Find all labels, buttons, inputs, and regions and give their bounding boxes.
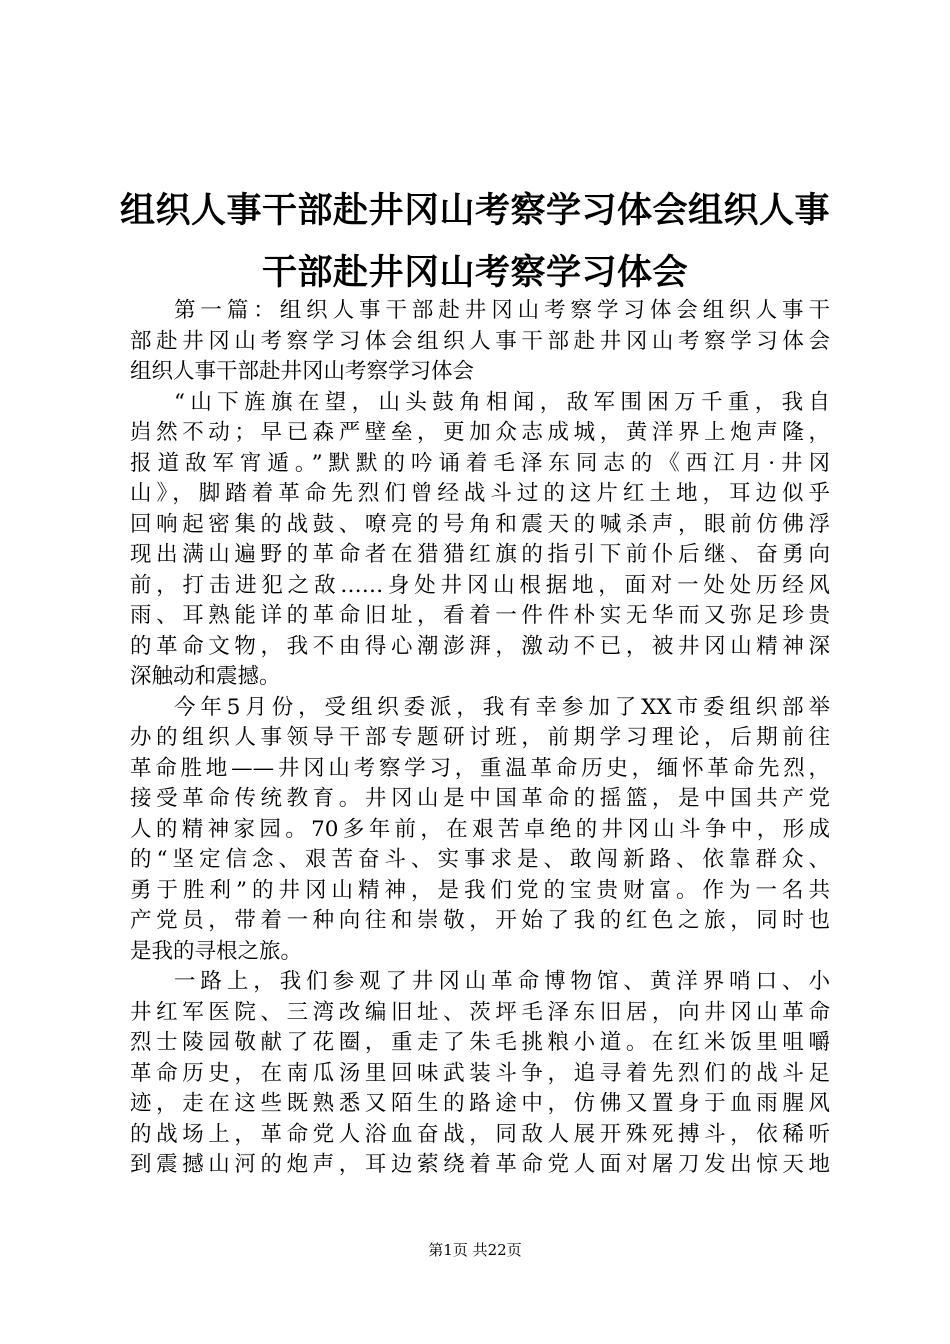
paragraph-1 [130,296,830,388]
text-line: 今年5月份，受组织委派，我有幸参加了XX市委组织部举 [174,694,830,720]
text-line: 办的组织人事领导干部专题研讨班，前期学习理论，后期前往 [130,725,830,750]
text-line: 勇于胜利”的井冈山精神，是我们党的宝贵财富。作为一名共 [130,877,830,903]
text-line: 一路上，我们参观了井冈山革命博物馆、黄洋界哨口、小 [174,969,830,994]
text-line: 人的精神家园。70多年前，在艰苦卓绝的井冈山斗争中，形成 [130,816,830,842]
document-body [130,296,830,1181]
text-line: 是我的寻根之旅。 [130,938,303,964]
text-line: 岿然不动；早已森严壁垒，更加众志成城，黄洋界上炮声隆， [130,420,830,445]
document-title [120,180,830,304]
text-line: 革命胜地——井冈山考察学习，重温革命历史，缅怀革命先烈， [130,755,830,781]
text-line: 的战场上，革命党人浴血奋战，同敌人展开殊死搏斗，依稀听 [130,1121,830,1147]
text-line: 产党员，带着一种向往和崇敬，开始了我的红色之旅，同时也 [130,908,830,933]
text-line: 山》，脚踏着革命先烈们曾经战斗过的这片红土地，耳边似乎 [130,481,830,506]
text-line: 迹，走在这些既熟悉又陌生的路途中，仿佛又置身于血雨腥风 [130,1091,830,1116]
text-line: “山下旌旗在望，山头鼓角相闻，敌军围困万千重，我自 [174,389,830,415]
text-line: 的革命文物，我不由得心潮澎湃，激动不已，被井冈山精神深 [130,633,830,659]
text-line: 井红军医院、三湾改编旧址、茨坪毛泽东旧居，向井冈山革命 [130,999,830,1025]
text-line: 雨、耳熟能详的革命旧址，看着一件件朴实无华而又弥足珍贵 [130,603,830,628]
text-line: 到震撼山河的炮声，耳边萦绕着革命党人面对屠刀发出惊天地 [130,1152,830,1177]
text-line: 现出满山遍野的革命者在猎猎红旗的指引下前仆后继、奋勇向 [130,542,830,567]
text-line: 革命历史，在南瓜汤里回味武装斗争，追寻着先烈们的战斗足 [130,1060,830,1086]
text-line: 深触动和震撼。 [130,664,281,689]
paragraph-3 [130,693,830,968]
text-line: 烈士陵园敬献了花圈，重走了朱毛挑粮小道。在红米饭里咀嚼 [130,1030,830,1055]
text-line: 的“坚定信念、艰苦奋斗、实事求是、敢闯新路、依靠群众、 [130,847,830,872]
title-line: 干部赴井冈山考察学习体会 [261,253,688,293]
text-line: 回响起密集的战鼓、嘹亮的号角和震天的喊杀声，眼前仿佛浮 [130,511,830,537]
text-line: 第一篇：组织人事干部赴井冈山考察学习体会组织人事干 [174,298,830,323]
text-line: 前，打击进犯之敌……身处井冈山根据地，面对一处处历经风 [130,572,830,598]
text-line: 部赴井冈山考察学习体会组织人事干部赴井冈山考察学习体会 [130,328,830,354]
text-line: 组织人事干部赴井冈山考察学习体会 [130,359,475,384]
paragraph-2 [130,388,830,693]
text-line: 接受革命传统教育。井冈山是中国革命的摇篮，是中国共产党 [130,786,830,811]
page-footer: 第1页 共22页 [428,1241,522,1259]
text-line: 报道敌军宵遁。”默默的吟诵着毛泽东同志的《西江月·井冈 [130,450,830,476]
title-line: 组织人事干部赴井冈山考察学习体会组织人事 [120,191,831,231]
paragraph-4 [130,967,830,1181]
